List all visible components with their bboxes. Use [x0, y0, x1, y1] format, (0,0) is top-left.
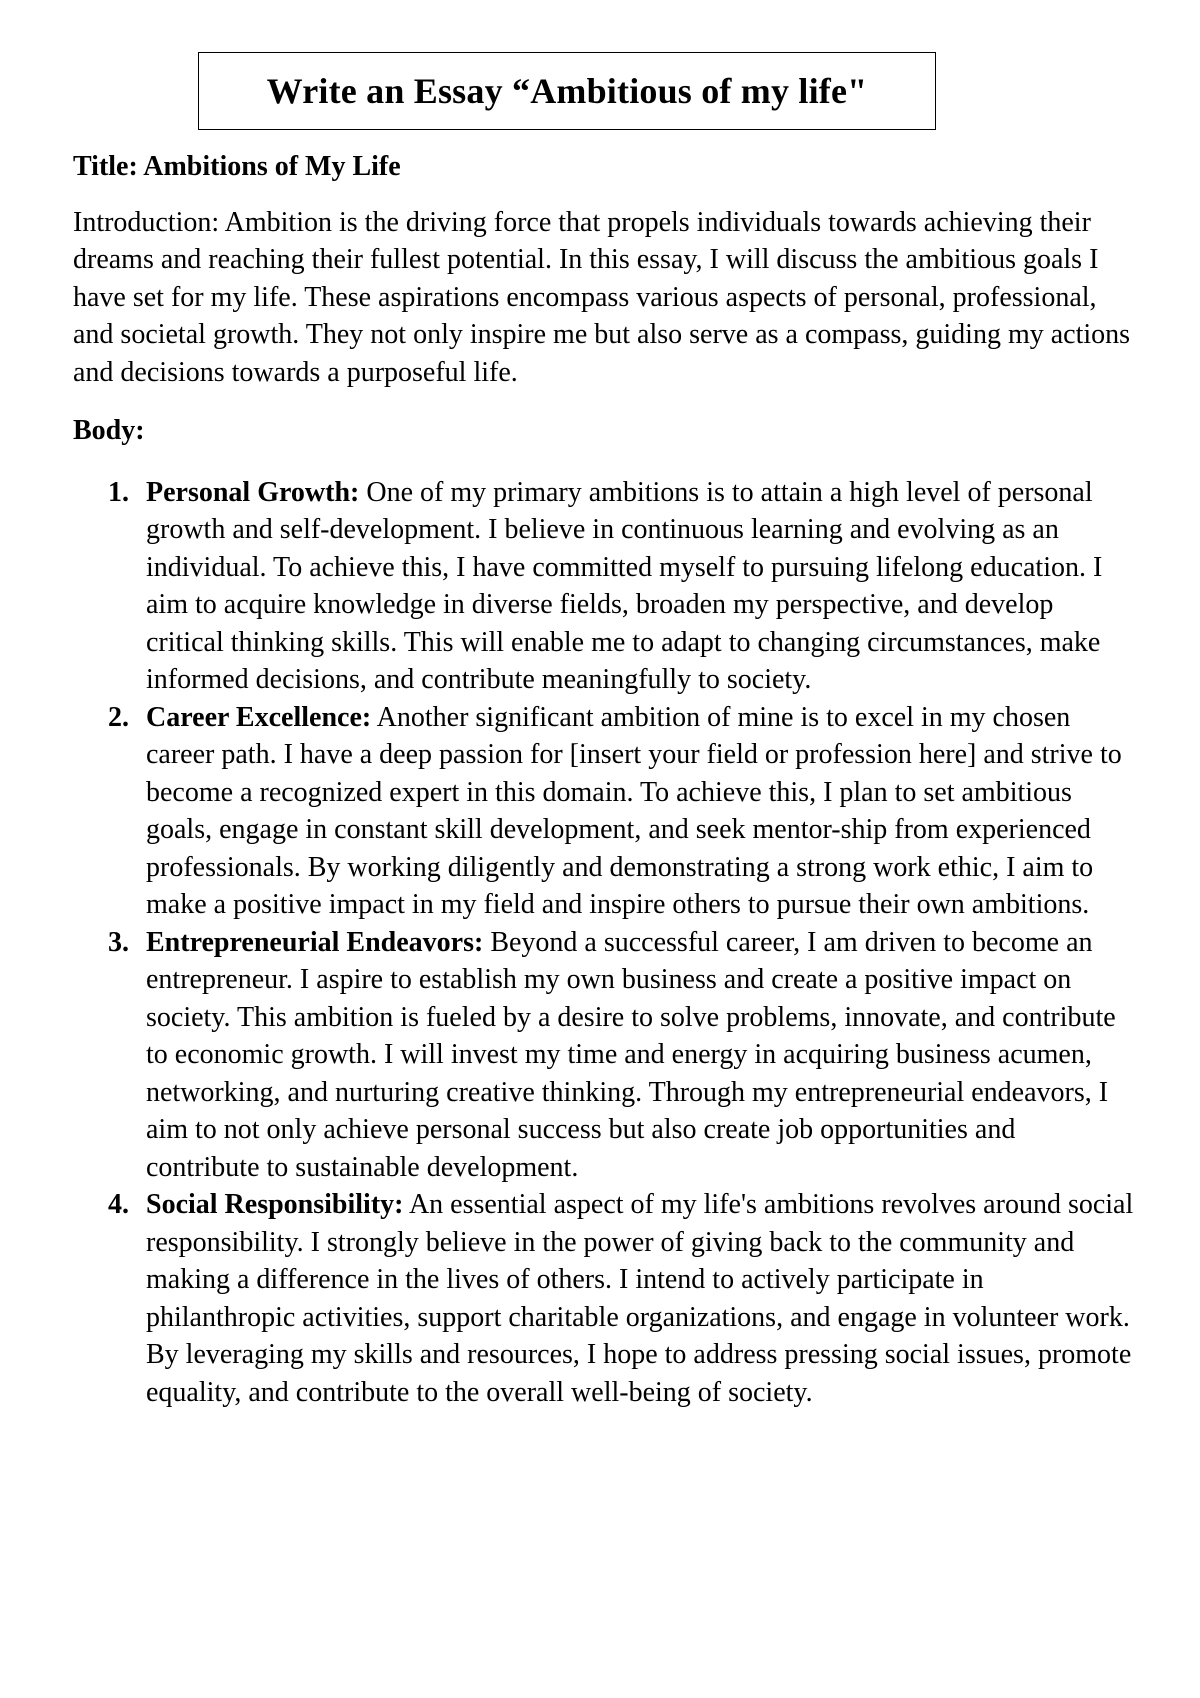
list-item-title: Career Excellence:	[146, 701, 372, 733]
list-item	[73, 474, 1135, 699]
list-item	[73, 1186, 1135, 1411]
heading-box	[198, 52, 936, 130]
list-item-title: Social Responsibility:	[146, 1189, 404, 1220]
list-item-title: Personal Growth:	[146, 476, 360, 508]
ambitions-list	[73, 474, 1135, 1412]
list-item-text: An essential aspect of my life's ambitions revolves around social responsibility. I strongly believe in the power of giving back to the community and making a difference in the lives of others. I intend to actively participate in philanthropic activities, support charitable organizations, and engage in volunteer work. By leveraging my skills and resources, I hope to address pressing social issues, promote equality, and contribute to the overall well-being of society.	[146, 1189, 1134, 1408]
list-item-text: One of my primary ambitions is to attain a high level of personal growth and self-development. I believe in continuous learning and evolving as an individual. To achieve this, I have committed myself to pursuing lifelong education. I aim to acquire knowledge in diverse fields, broaden my perspective, and develop critical thinking skills. This will enable me to adapt to changing circumstances, make informed decisions, and contribute meaningfully to society.	[146, 476, 1103, 695]
essay-content	[73, 148, 1135, 1411]
introduction-paragraph: Introduction: Ambition is the driving force that propels individuals towards achieving their dreams and reaching their fullest potential. In this essay, I will discuss the ambitious goals I have set for my life. These aspirations encompass various aspects of personal, professional, and societal growth. They not only inspire me but also serve as a compass, guiding my actions and decisions towards a purposeful life.	[73, 206, 1131, 388]
list-item	[73, 699, 1135, 924]
list-item-number: 3.	[108, 926, 129, 958]
list-item-number: 4.	[108, 1189, 129, 1220]
essay-title: Title: Ambitions of My Life	[73, 151, 401, 182]
list-item-text: Another significant ambition of mine is to excel in my chosen career path. I have a deep passion for [insert your field or profession here] and strive to become a recognized expert in this domain. To achieve this, I plan to set ambitious goals, engage in constant skill development, and seek mentor-ship from experienced professionals. By working diligently and demonstrating a strong work ethic, I aim to make a positive impact in my field and inspire others to pursue their own ambitions.	[146, 701, 1122, 920]
body-label: Body:	[73, 415, 145, 446]
list-item-title: Entrepreneurial Endeavors:	[146, 926, 484, 958]
list-item-text: Beyond a successful career, I am driven to become an entrepreneur. I aspire to establish my own business and create a positive impact on society. This ambition is fueled by a desire to solve problems, innovate, and contribute to economic growth. I will invest my time and energy in acquiring business acumen, networking, and nurturing creative thinking. Through my entrepreneurial endeavors, I aim to not only achieve personal success but also create job opportunities and contribute to sustainable development.	[146, 926, 1116, 1183]
page-heading: Write an Essay “Ambitious of my life"	[266, 71, 868, 111]
list-item-number: 1.	[108, 476, 129, 508]
list-item-number: 2.	[108, 701, 129, 733]
list-item	[73, 924, 1135, 1187]
